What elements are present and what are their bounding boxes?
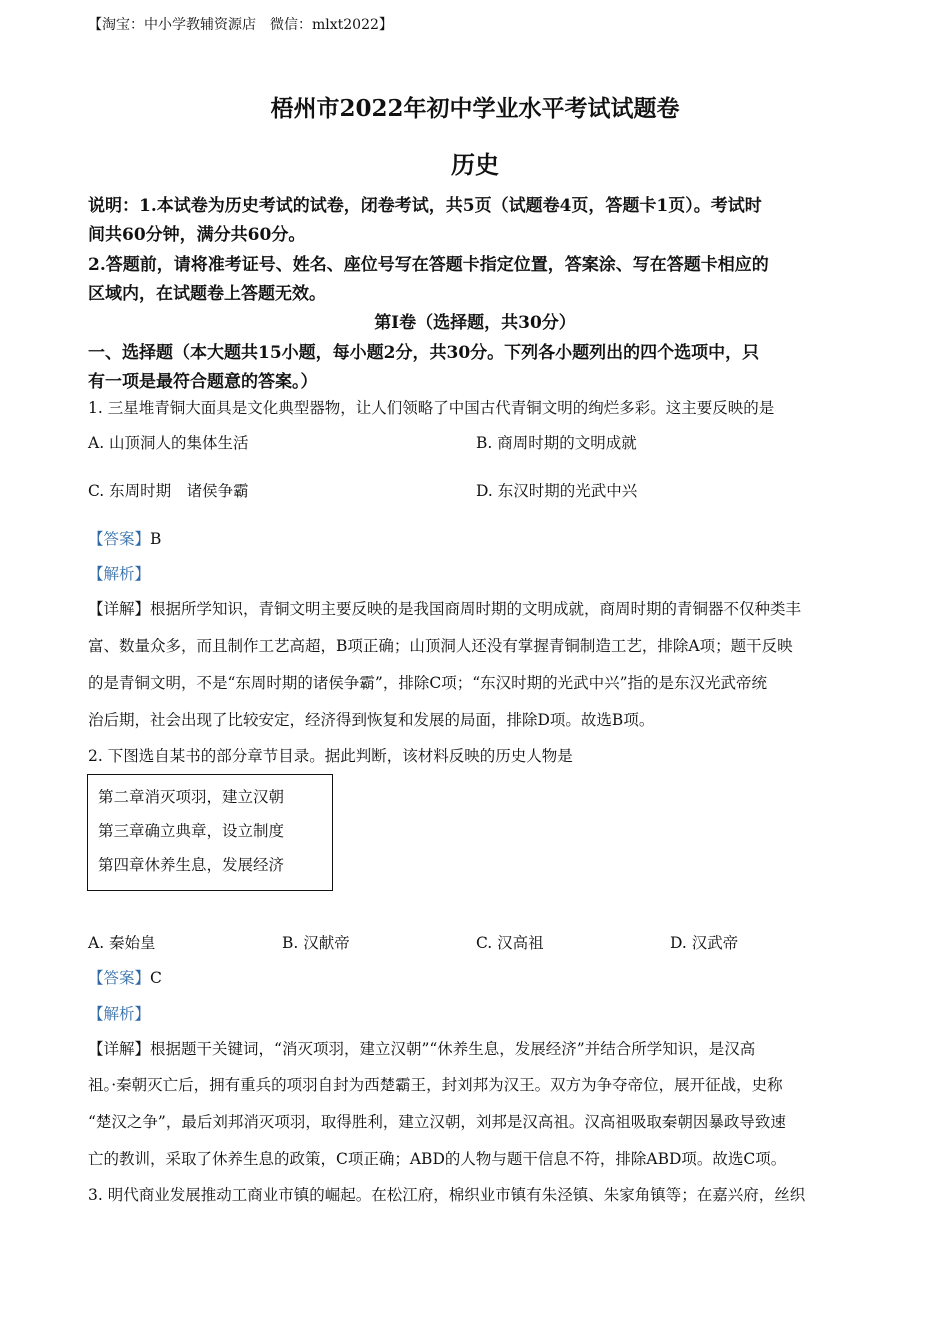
q1-answer-value: B <box>150 530 162 548</box>
instructions-line-3: 2.答题前，请将准考证号、姓名、座位号写在答题卡指定位置，答案涂、写在答题卡相应的 <box>88 255 769 275</box>
toc-line: 第三章确立典章，设立制度 <box>98 822 285 840</box>
part-intro-line-2: 有一项是最符合题意的答案。） <box>88 372 318 392</box>
q2-option-b: B. 汉献帝 <box>282 934 350 952</box>
subject-title: 历史 <box>451 150 499 179</box>
detail-label: 【详解】 <box>88 1040 151 1058</box>
q1-option-b: B. 商周时期的文明成就 <box>476 434 637 452</box>
instructions-line-4: 区域内，在试题卷上答题无效。 <box>88 284 326 304</box>
header-note: 【淘宝：中小学教辅资源店 微信：mlxt2022】 <box>88 17 393 33</box>
exam-title: 梧州市2022年初中学业水平考试试题卷 <box>270 95 680 122</box>
q1-option-c: C. 东周时期 诸侯争霸 <box>88 482 249 500</box>
q1-detail-line-3: 的是青铜文明，不是“东周时期的诸侯争霸”，排除C项；“东汉时期的光武中兴”指的是东汉光武帝统 <box>88 674 768 692</box>
q2-option-d: D. 汉武帝 <box>670 934 739 952</box>
q2-detail-line-1: 【详解】根据题干关键词，“消灭项羽，建立汉朝”“休养生息，发展经济”并结合所学知识，是汉高 <box>88 1040 756 1058</box>
answer-label: 【答案】 <box>88 969 151 987</box>
q2-answer-value: C <box>150 969 162 987</box>
q2-detail-line-4: 亡的教训，采取了休养生息的政策，C项正确；ABD的人物与题干信息不符，排除ABD项。故选C项。 <box>88 1150 787 1168</box>
q3-stem: 3. 明代商业发展推动工商业市镇的崛起。在松江府，棉织业市镇有朱泾镇、朱家角镇等；在嘉兴府，丝织 <box>88 1186 806 1204</box>
q2-answer <box>88 966 162 988</box>
section-title: 第Ⅰ卷（选择题，共30分） <box>374 313 576 333</box>
part-intro-line-1: 一、选择题（本大题共15小题，每小题2分，共30分。下列各小题列出的四个选项中，只 <box>88 343 760 363</box>
q2-detail-line-3: “楚汉之争”，最后刘邦消灭项羽，取得胜利，建立汉朝，刘邦是汉高祖。汉高祖吸取秦朝因暴政导致速 <box>88 1113 786 1131</box>
toc-line: 第四章休养生息，发展经济 <box>98 856 285 874</box>
q2-detail-line-2: 祖。·秦朝灭亡后，拥有重兵的项羽自封为西楚霸王，封刘邦为汉王。双方为争夺帝位，展开征战，史称 <box>88 1076 783 1094</box>
q1-answer <box>88 527 161 549</box>
q2-option-a: A. 秦始皇 <box>88 934 156 952</box>
q2-table-of-contents <box>87 774 333 891</box>
q1-detail-line-1: 【详解】根据所学知识，青铜文明主要反映的是我国商周时期的文明成就，商周时期的青铜器不仅种类丰 <box>88 600 802 618</box>
toc-line: 第二章消灭项羽，建立汉朝 <box>98 788 285 806</box>
q1-option-d: D. 东汉时期的光武中兴 <box>476 482 638 500</box>
instructions-line-2: 间共60分钟，满分共60分。 <box>88 225 306 245</box>
answer-label: 【答案】 <box>88 530 151 548</box>
q1-analysis-label: 【解析】 <box>88 565 151 583</box>
q1-detail-line-4: 治后期，社会出现了比较安定，经济得到恢复和发展的局面，排除D项。故选B项。 <box>88 711 655 729</box>
q2-stem: 2. 下图选自某书的部分章节目录。据此判断，该材料反映的历史人物是 <box>88 747 573 765</box>
q1-option-a: A. 山顶洞人的集体生活 <box>88 434 249 452</box>
q1-stem: 1. 三星堆青铜大面具是文化典型器物，让人们领略了中国古代青铜文明的绚烂多彩。这主要反映的是 <box>88 399 775 417</box>
detail-label: 【详解】 <box>88 600 151 618</box>
instructions-line-1: 说明：1.本试卷为历史考试的试卷，闭卷考试，共5页（试题卷4页，答题卡1页）。考试时 <box>88 196 762 216</box>
q2-analysis-label: 【解析】 <box>88 1005 151 1023</box>
q2-option-c: C. 汉高祖 <box>476 934 544 952</box>
q1-detail-line-2: 富、数量众多，而且制作工艺高超，B项正确；山顶洞人还没有掌握青铜制造工艺，排除A项；题干反映 <box>88 637 793 655</box>
